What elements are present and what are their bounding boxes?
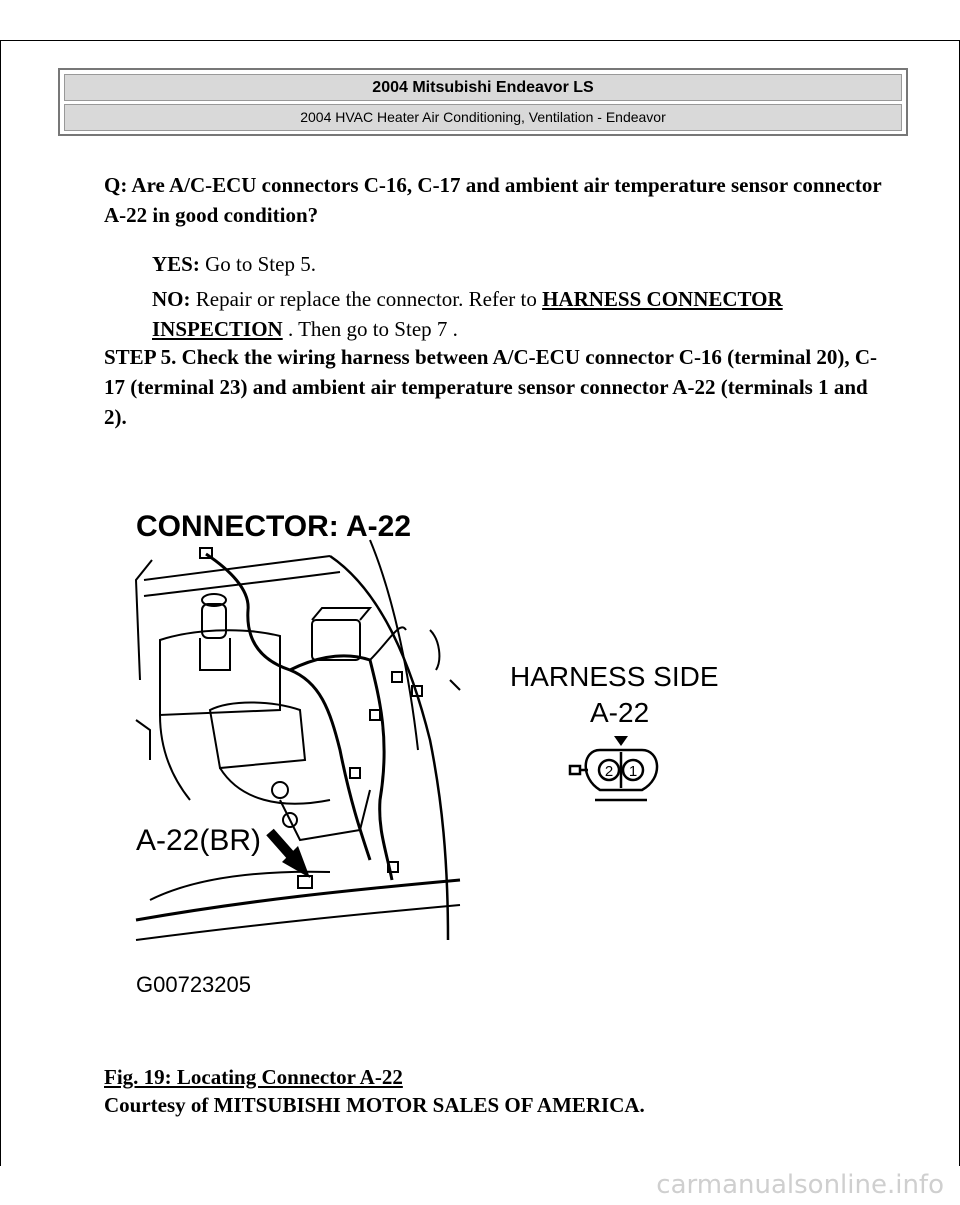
- connector-label: CONNECTOR: A-22: [136, 510, 412, 543]
- no-text-after: . Then go to Step 7 .: [282, 317, 458, 341]
- figure-code: G00723205: [136, 972, 251, 997]
- pin-1-label: 1: [628, 763, 638, 780]
- document-header: [58, 68, 908, 136]
- header-title: 2004 Mitsubishi Endeavor LS: [64, 74, 902, 101]
- location-label: A-22(BR): [136, 824, 262, 857]
- yes-label: YES:: [152, 252, 200, 276]
- step-5-text: STEP 5. Check the wiring harness between A/C-ECU connector C-16 (terminal 20), C-17 (terminal 23) and ambient air temperature sensor connector A-22 (terminals 1 and 2).: [104, 345, 878, 429]
- no-answer: [152, 284, 852, 344]
- connector-symbol-icon: [570, 736, 657, 800]
- figure-courtesy: Courtesy of MITSUBISHI MOTOR SALES OF AMERICA.: [104, 1093, 645, 1117]
- harness-side-label: HARNESS SIDE: [510, 661, 719, 692]
- figure-caption-link[interactable]: Fig. 19: Locating Connector A-22: [104, 1065, 403, 1089]
- yes-text: Go to Step 5.: [199, 252, 316, 276]
- no-text: Repair or replace the connector. Refer to: [190, 287, 543, 311]
- pin-2-label: 2: [604, 763, 614, 780]
- connector-figure: [130, 500, 770, 1000]
- watermark: carmanualsonline.info: [656, 1170, 944, 1200]
- header-subtitle: 2004 HVAC Heater Air Conditioning, Ventilation - Endeavor: [64, 104, 902, 131]
- yes-answer: [152, 249, 852, 279]
- no-label: NO:: [152, 287, 191, 311]
- engine-bay-lineart: [136, 540, 460, 940]
- harness-connector-inspection-link[interactable]: HARNESS CONNECTOR INSPECTION: [152, 287, 783, 341]
- harness-connector-label: A-22: [590, 697, 650, 728]
- engine-bay-diagram: [130, 500, 770, 1000]
- question-text: Q: Are A/C-ECU connectors C-16, C-17 and ambient air temperature sensor connector A-22 in good condition?: [104, 173, 882, 227]
